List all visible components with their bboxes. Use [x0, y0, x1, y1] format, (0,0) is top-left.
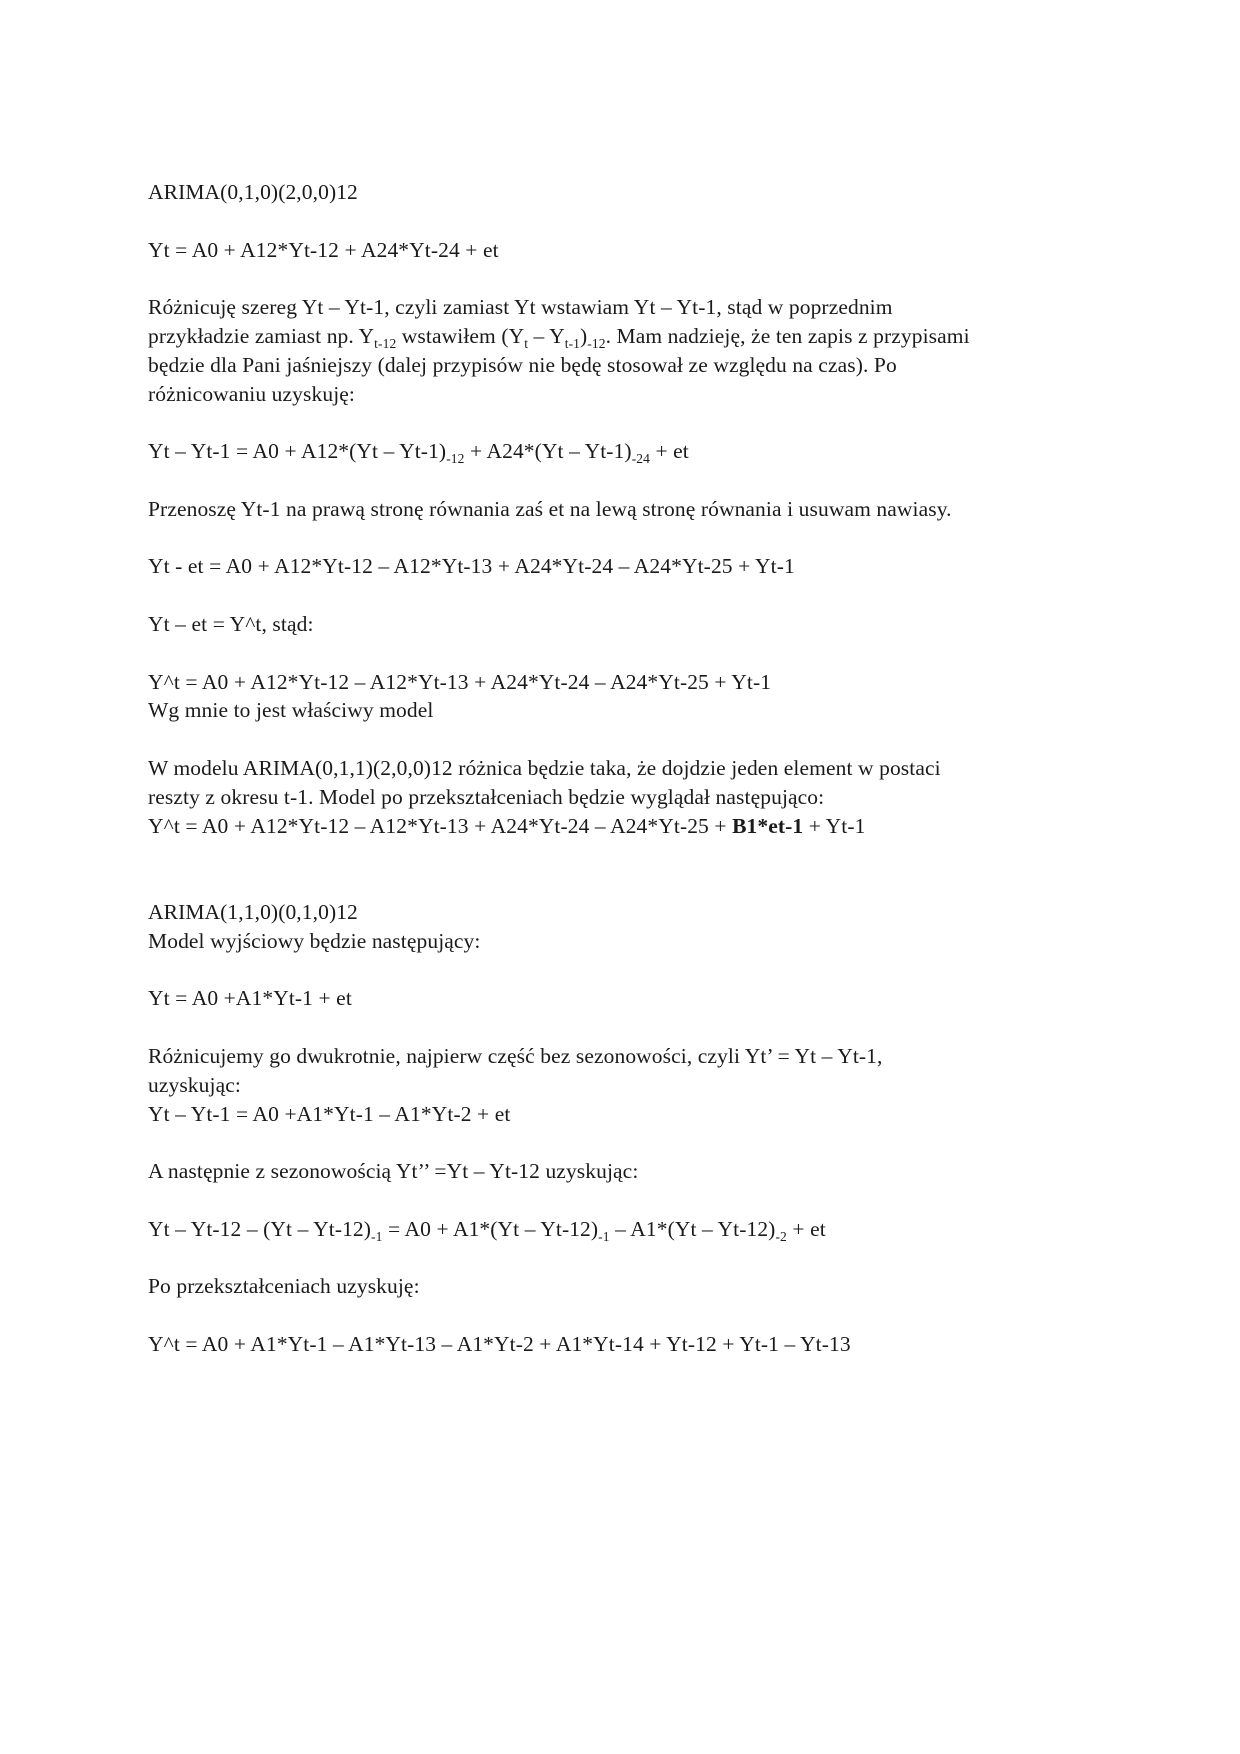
text-run: przykładzie zamiast np. Y: [148, 323, 375, 348]
spacer: [148, 408, 1098, 437]
paragraph-line: Różnicuję szereg Yt – Yt-1, czyli zamiast Yt wstawiam Yt – Yt-1, stąd w poprzednim: [148, 295, 893, 320]
text-run: + et: [786, 1216, 826, 1241]
equation-differenced: [148, 437, 1098, 466]
text-run: + et: [649, 439, 689, 464]
spacer: [148, 1013, 1098, 1042]
equation-base-model-2: Yt = A0 +A1*Yt-1 + et: [148, 986, 352, 1011]
paragraph-line-subscripts: [148, 322, 1098, 351]
spacer: [148, 1243, 1098, 1272]
spacer: [148, 639, 1098, 668]
spacer: [148, 1186, 1098, 1215]
spacer: [148, 1301, 1098, 1330]
equation-final-model-1: Y^t = A0 + A12*Yt-12 – A12*Yt-13 + A24*Yt-24 – A24*Yt-25 + Yt-1: [148, 669, 772, 694]
spacer: [148, 207, 1098, 236]
text-run: – A1*(Yt – Yt-12): [609, 1216, 776, 1241]
spacer: [148, 725, 1098, 754]
text-run: + A24*(Yt – Yt-1): [464, 439, 632, 464]
subscript: -12: [587, 335, 606, 351]
equation-seasonal-difference: [148, 1215, 1098, 1244]
equation-definition: Yt – et = Y^t, stąd:: [148, 611, 314, 636]
text-run: ): [580, 323, 588, 348]
paragraph-line: różnicowaniu uzyskuję:: [148, 381, 355, 406]
text-run: – Y: [528, 323, 565, 348]
equation-base-model: Yt = A0 + A12*Yt-12 + A24*Yt-24 + et: [148, 237, 499, 262]
paragraph-line: uzyskując:: [148, 1072, 241, 1097]
subscript: -24: [631, 451, 650, 467]
spacer: [148, 840, 1098, 898]
spacer: [148, 581, 1098, 610]
text-run: + Yt-1: [803, 813, 866, 838]
spacer: [148, 466, 1098, 495]
text-run: wstawiłem (Y: [396, 323, 525, 348]
equation-first-difference: Yt – Yt-1 = A0 +A1*Yt-1 – A1*Yt-2 + et: [148, 1101, 511, 1126]
model-heading-2: ARIMA(1,1,0)(0,1,0)12: [148, 899, 358, 924]
subscript: -2: [775, 1228, 787, 1244]
paragraph-line: Model wyjściowy będzie następujący:: [148, 928, 481, 953]
paragraph-line: Przenoszę Yt-1 na prawą stronę równania zaś et na lewą stronę równania i usuwam nawiasy.: [148, 496, 952, 521]
subscript: -1: [371, 1228, 383, 1244]
subscript: t: [524, 335, 529, 351]
subscript: -12: [446, 451, 465, 467]
text-run: . Mam nadzieję, że ten zapis z przypisami: [605, 323, 970, 348]
paragraph-line: W modelu ARIMA(0,1,1)(2,0,0)12 różnica będzie taka, że dojdzie jeden element w postaci: [148, 755, 941, 780]
subscript: t-1: [564, 335, 581, 351]
text-run: = A0 + A1*(Yt – Yt-12): [382, 1216, 599, 1241]
paragraph-line: Różnicujemy go dwukrotnie, najpierw część bez sezonowości, czyli Yt’ = Yt – Yt-1,: [148, 1043, 883, 1068]
equation-final-model-2: [148, 812, 1098, 841]
bold-term: B1*et-1: [732, 813, 804, 838]
document-body: [148, 178, 1098, 1359]
equation-rearranged: Yt - et = A0 + A12*Yt-12 – A12*Yt-13 + A24*Yt-24 – A24*Yt-25 + Yt-1: [148, 554, 795, 579]
spacer: [148, 1128, 1098, 1157]
spacer: [148, 524, 1098, 553]
spacer: [148, 264, 1098, 293]
spacer: [148, 956, 1098, 985]
paragraph-line: będzie dla Pani jaśniejszy (dalej przypisów nie będę stosował ze względu na czas). Po: [148, 352, 897, 377]
paragraph-line: Po przekształceniach uzyskuję:: [148, 1274, 420, 1299]
text-run: Y^t = A0 + A12*Yt-12 – A12*Yt-13 + A24*Yt-24 – A24*Yt-25 +: [148, 813, 733, 838]
text-run: Yt – Yt-1 = A0 + A12*(Yt – Yt-1): [148, 439, 447, 464]
subscript: -1: [598, 1228, 610, 1244]
subscript: t-12: [374, 335, 397, 351]
paragraph-line: Wg mnie to jest właściwy model: [148, 698, 434, 723]
model-heading-1: ARIMA(0,1,0)(2,0,0)12: [148, 180, 358, 204]
paragraph-line: A następnie z sezonowością Yt’’ =Yt – Yt-12 uzyskując:: [148, 1159, 639, 1184]
equation-final-model-3: Y^t = A0 + A1*Yt-1 – A1*Yt-13 – A1*Yt-2 + A1*Yt-14 + Yt-12 + Yt-1 – Yt-13: [148, 1331, 851, 1356]
text-run: Yt – Yt-12 – (Yt – Yt-12): [148, 1216, 372, 1241]
paragraph-line: reszty z okresu t-1. Model po przekształceniach będzie wyglądał następująco:: [148, 784, 825, 809]
